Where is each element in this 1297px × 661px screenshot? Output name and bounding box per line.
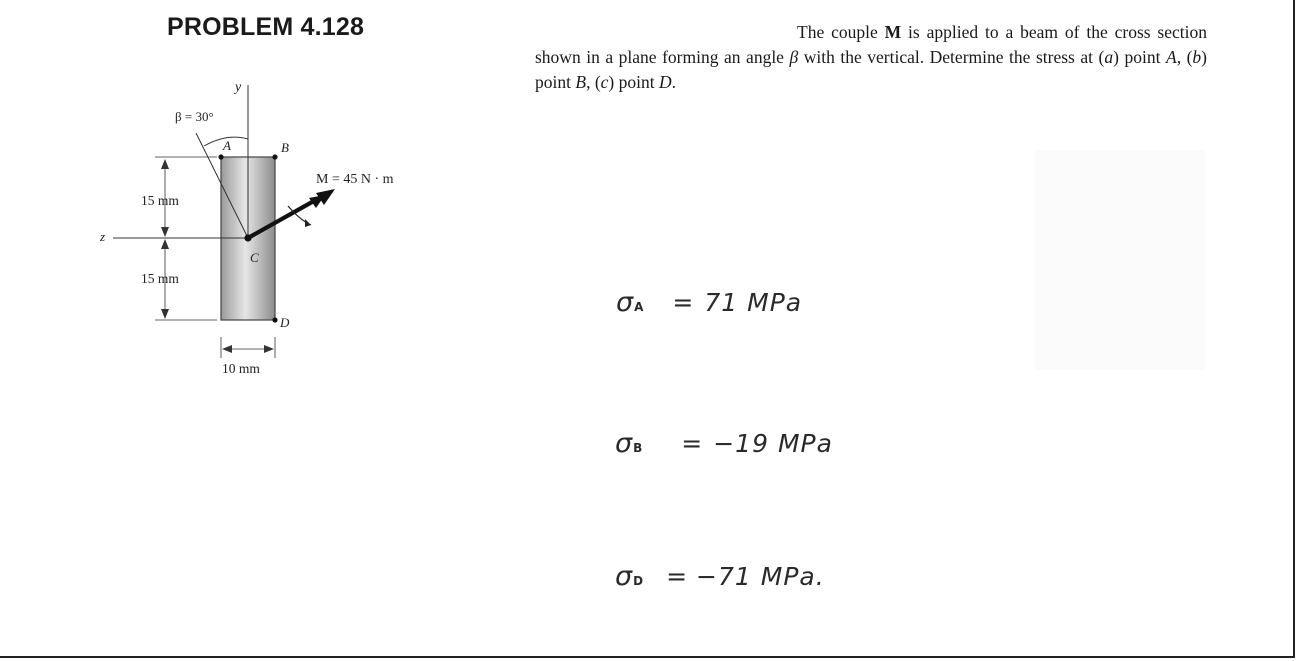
dim-arrow-3 xyxy=(161,239,169,249)
dim-label-upper: 15 mm xyxy=(141,193,179,208)
answer-subscript: D xyxy=(633,574,645,588)
answer-value: −71 MPa. xyxy=(696,562,825,591)
y-axis-label: y xyxy=(235,80,242,95)
dim-arrow-6 xyxy=(264,345,274,353)
dim-arrow-2 xyxy=(161,227,169,237)
beta-label: β = 30° xyxy=(175,109,214,124)
dim-label-lower: 15 mm xyxy=(141,271,179,286)
equals-sign: = xyxy=(681,429,704,458)
cross-section-diagram xyxy=(95,75,455,385)
point-a-dot xyxy=(218,154,223,159)
point-d-label: D xyxy=(280,315,290,330)
moment-label: M = 45 N · m xyxy=(316,172,394,187)
answer-sigma-b xyxy=(615,428,833,459)
dim-arrow-5 xyxy=(222,345,232,353)
answer-value: 71 MPa xyxy=(704,288,803,317)
equals-sign: = xyxy=(672,288,695,317)
point-b-label: B xyxy=(281,140,289,155)
dim-arrow-4 xyxy=(161,309,169,319)
sigma-symbol: σ xyxy=(615,428,634,459)
faint-background-area xyxy=(1035,150,1205,370)
dim-arrow-1 xyxy=(161,159,169,169)
point-c-label: C xyxy=(250,250,259,265)
equals-sign: = xyxy=(666,562,689,591)
answer-sigma-a xyxy=(616,287,802,318)
problem-statement: The couple M is applied to a beam of the cross section shown in a plane forming an angle β with the vertical. Determine the stress at (a) point A, (b) point B, (c) point D. xyxy=(535,22,1208,92)
point-b-dot xyxy=(272,154,277,159)
answer-subscript: B xyxy=(633,441,644,455)
z-axis-label: z xyxy=(100,229,106,244)
point-a-label: A xyxy=(223,138,231,153)
answer-sigma-d xyxy=(615,561,825,592)
moment-rotation-arrow xyxy=(305,219,311,227)
point-d-dot xyxy=(272,317,277,322)
answer-subscript: A xyxy=(634,300,645,314)
problem-title: PROBLEM 4.128 xyxy=(167,13,365,41)
point-c-dot xyxy=(244,234,251,241)
answer-value: −19 MPa xyxy=(713,429,833,458)
dim-label-width: 10 mm xyxy=(222,361,260,376)
sigma-symbol: σ xyxy=(615,561,634,592)
sigma-symbol: σ xyxy=(616,287,635,318)
